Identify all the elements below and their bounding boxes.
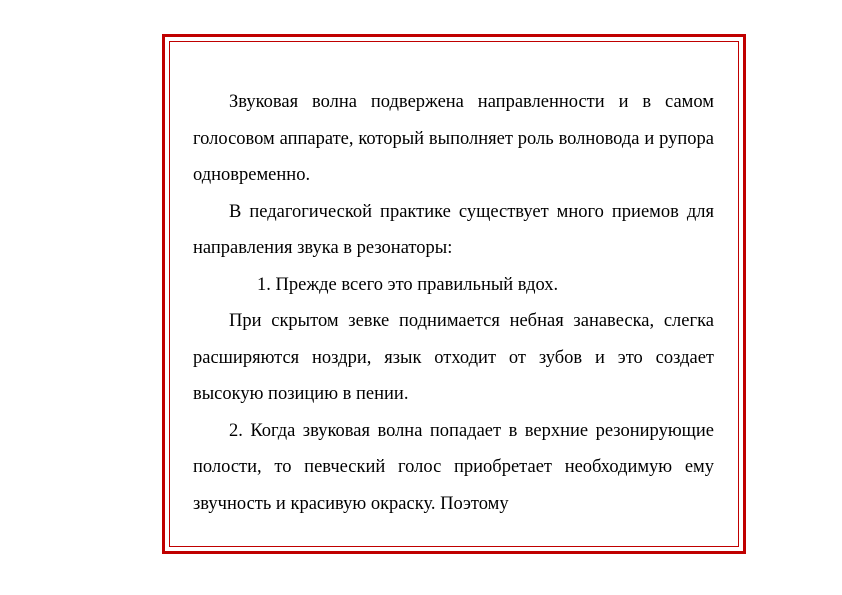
list-item-correct-breath: 1. Прежде всего это правильный вдох. [257, 274, 559, 295]
paragraph-resonating-cavities: 2. Когда звуковая волна попадает в верхние резонирующие полости, то певческий голос приобретает необходимую ему звучность и красивую окраску. Поэтому [193, 420, 714, 514]
document-text [193, 84, 714, 522]
paragraph-hidden-yawn: При скрытом зевке поднимается небная занавеска, слегка расширяются ноздри, язык отходит от зубов и это создает высокую позицию в пении. [193, 311, 714, 404]
paragraph-pedagogical-practice: В педагогической практике существует много приемов для направления звука в резонаторы: [193, 201, 714, 258]
paragraph-sound-wave-direction: Звуковая волна подвержена направленности и в самом голосовом аппарате, который выполняет роль волновода и рупора одновременно. [193, 92, 714, 185]
